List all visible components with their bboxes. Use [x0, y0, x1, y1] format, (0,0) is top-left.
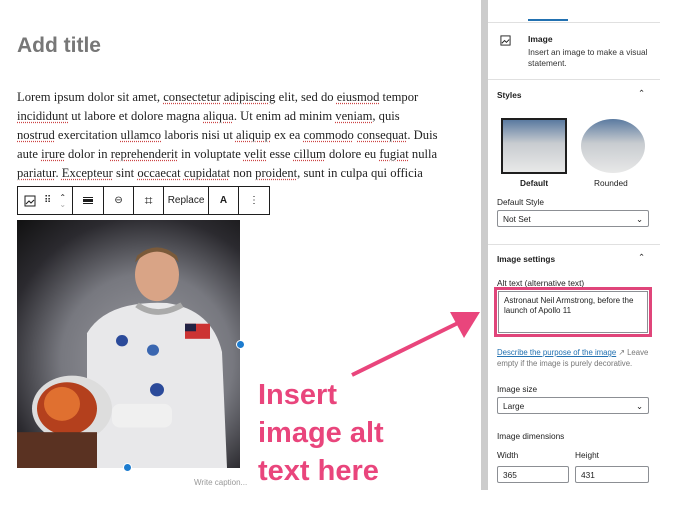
chevron-down-icon: ⌄	[636, 400, 643, 411]
spellcheck-word: fugiat	[379, 147, 409, 161]
text: elit, sed do	[275, 90, 337, 104]
block-description: Insert an image to make a visual statement.	[528, 47, 648, 68]
spellcheck-word: commodo	[303, 128, 354, 142]
more-options-button[interactable]: ⋮	[249, 195, 260, 206]
external-link-icon: ↗	[618, 348, 625, 357]
style-rounded-label: Rounded	[594, 178, 628, 188]
block-toolbar	[17, 186, 270, 215]
paragraph-line	[17, 126, 438, 145]
paragraph-block[interactable]	[17, 88, 438, 183]
alt-text-label: Alt text (alternative text)	[497, 278, 585, 288]
text: Lorem ipsum dolor sit amet,	[17, 90, 164, 104]
text: esse	[266, 147, 294, 161]
spellcheck-word: Excepteur	[61, 166, 113, 180]
text: exercitation	[54, 128, 121, 142]
chevron-down-icon: ⌄	[636, 213, 643, 224]
text: ut labore et dolore magna	[68, 109, 204, 123]
paragraph-line	[17, 107, 422, 126]
annotation-line: Insert	[258, 379, 337, 411]
spellcheck-word: pariatur	[17, 166, 56, 180]
spellcheck-word: aliquip	[235, 128, 271, 142]
alt-text-highlight	[494, 287, 652, 337]
width-input[interactable]	[497, 466, 569, 483]
text: non	[229, 166, 256, 180]
annotation-line: image alt	[258, 417, 384, 449]
annotation-text	[258, 376, 384, 490]
image-size-value: Large	[503, 400, 525, 411]
spellcheck-word: reprehenderit	[110, 147, 178, 161]
collapse-image-settings-icon[interactable]: ⌃	[638, 252, 645, 262]
default-style-value: Not Set	[503, 213, 531, 224]
style-default-preview[interactable]	[501, 118, 567, 174]
text: .	[55, 166, 62, 180]
spellcheck-word: irure	[41, 147, 65, 161]
crop-icon: ⌗	[144, 192, 153, 208]
spellcheck-word: eiusmod	[336, 90, 380, 104]
spellcheck-word: velit	[243, 147, 267, 161]
text: nulla	[408, 147, 438, 161]
crop-button[interactable]	[134, 187, 164, 214]
text: ex ea	[270, 128, 304, 142]
block-type-group	[18, 187, 73, 214]
annotation-line: text here	[258, 455, 379, 487]
default-style-label: Default Style	[497, 197, 545, 207]
editor-scrollbar[interactable]	[481, 0, 488, 490]
astronaut-photo[interactable]	[17, 220, 240, 468]
spellcheck-word: veniam	[335, 109, 373, 123]
align-icon	[83, 197, 93, 204]
paragraph-line	[17, 145, 438, 164]
text: . Duis	[407, 128, 438, 142]
height-input[interactable]	[575, 466, 649, 483]
text: dolor in	[64, 147, 111, 161]
active-tab-indicator	[528, 19, 568, 21]
spellcheck-word: ullamco	[120, 128, 162, 142]
alt-help	[497, 347, 652, 369]
alt-text-input[interactable]: Astronaut Neil Armstrong, before the launch of Apollo 11	[498, 291, 648, 333]
style-rounded-preview[interactable]	[581, 119, 645, 173]
styles-heading[interactable]: Styles	[497, 90, 522, 100]
height-value: 431	[581, 469, 595, 480]
text: tempor	[379, 90, 419, 104]
text: , sunt in culpa qui officia	[297, 166, 423, 180]
settings-sidebar	[488, 0, 660, 512]
astronaut-illustration	[17, 220, 240, 468]
spellcheck-word: consequat	[357, 128, 408, 142]
resize-handle-bottom[interactable]	[123, 463, 132, 472]
text: aute	[17, 147, 42, 161]
spellcheck-word: adipiscing	[223, 90, 276, 104]
move-up-down-icon[interactable]: ⌃ ⌄	[59, 192, 67, 209]
caption-input[interactable]: Write caption...	[194, 478, 248, 487]
replace-button[interactable]: Replace	[164, 187, 209, 214]
link-icon: ⊖	[114, 195, 123, 206]
spellcheck-word: cillum	[293, 147, 326, 161]
image-size-select[interactable]	[497, 397, 649, 414]
width-value: 365	[503, 469, 517, 480]
alt-help-text: Leave empty if the image is purely decorative.	[497, 348, 649, 368]
default-style-select[interactable]	[497, 210, 649, 227]
text: dolore eu	[325, 147, 380, 161]
width-label: Width	[497, 450, 519, 460]
block-name: Image	[528, 34, 553, 44]
spellcheck-word: nostrud	[17, 128, 55, 142]
paragraph-line	[17, 164, 422, 183]
post-title-input[interactable]: Add title	[17, 34, 101, 57]
image-settings-heading[interactable]: Image settings	[497, 254, 556, 264]
image-icon[interactable]	[24, 195, 36, 207]
paragraph-line	[17, 88, 422, 107]
spellcheck-word: proident	[255, 166, 298, 180]
spellcheck-word: cupidatat	[183, 166, 230, 180]
drag-handle-icon[interactable]: ⠿	[44, 195, 52, 206]
spellcheck-word: incididunt	[17, 109, 69, 123]
text: laboris nisi ut	[161, 128, 236, 142]
collapse-styles-icon[interactable]: ⌃	[638, 88, 645, 98]
link-button[interactable]	[104, 187, 134, 214]
spellcheck-word: consectetur	[163, 90, 221, 104]
image-size-label: Image size	[497, 384, 538, 394]
spellcheck-word: occaecat	[137, 166, 181, 180]
height-label: Height	[575, 450, 599, 460]
text: . Ut enim ad minim	[233, 109, 336, 123]
text: , quis	[372, 109, 400, 123]
describe-purpose-link[interactable]: Describe the purpose of the image	[497, 348, 617, 357]
image-dimensions-label: Image dimensions	[497, 431, 565, 441]
text-color-button[interactable]: A	[209, 187, 239, 214]
text: sint	[112, 166, 138, 180]
resize-handle-right[interactable]	[236, 340, 245, 349]
text: in voluptate	[177, 147, 244, 161]
align-button[interactable]	[73, 187, 104, 214]
image-block-icon	[500, 35, 511, 46]
style-default-label: Default	[520, 178, 549, 188]
spellcheck-word: aliqua	[203, 109, 234, 123]
